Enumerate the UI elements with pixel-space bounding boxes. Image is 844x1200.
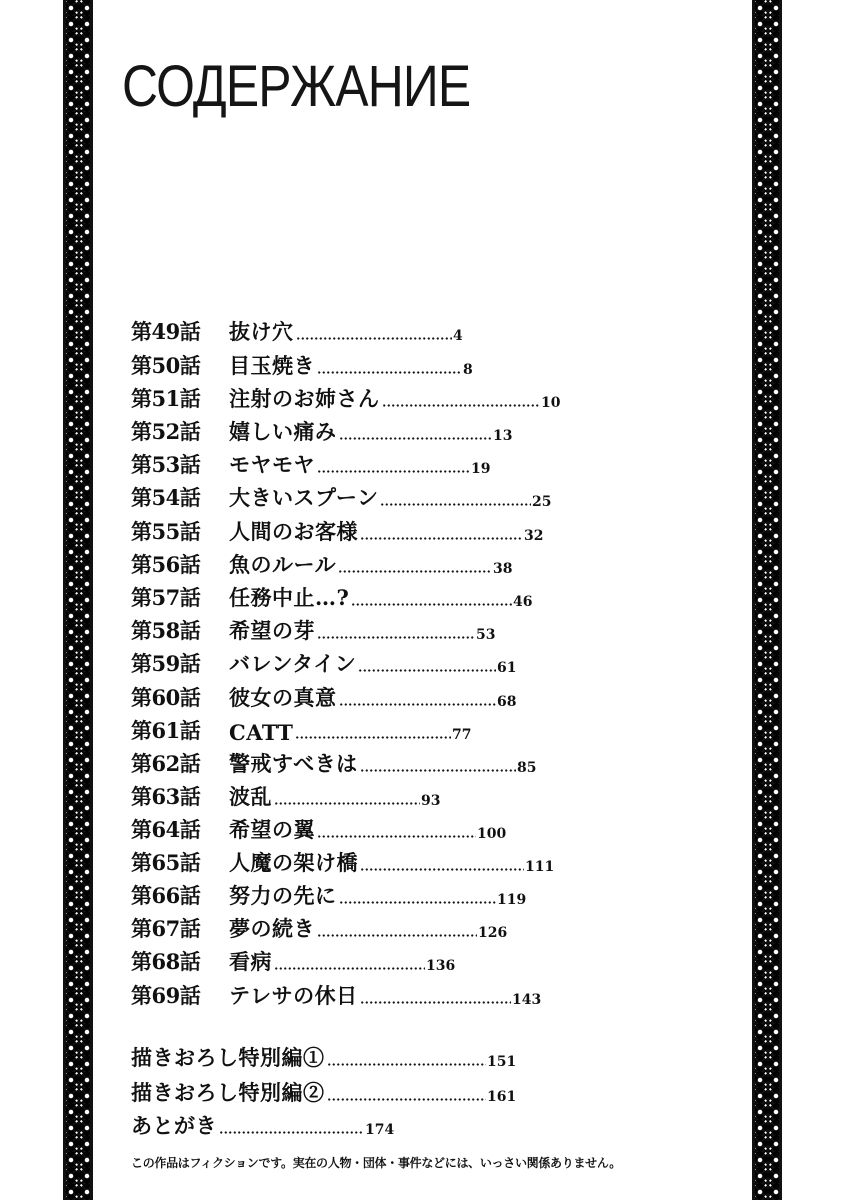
- chapter-number: 第57話: [131, 585, 201, 610]
- chapter-title: 大きいスプーン: [229, 485, 379, 510]
- leader-dots: [317, 370, 462, 375]
- chapter-number: 第69話: [131, 983, 201, 1008]
- chapter-title: 人間のお客様: [229, 519, 358, 544]
- chapter-number: 第66話: [131, 883, 201, 908]
- leader-dots: [351, 602, 512, 607]
- page-number: 126: [478, 925, 508, 941]
- page-title: СОДЕРЖАНИЕ: [122, 54, 471, 119]
- leader-dots: [339, 702, 497, 707]
- chapter-title: 努力の先に: [229, 883, 337, 908]
- toc-chapter-row: [131, 383, 560, 413]
- toc-chapter-row: [131, 946, 455, 976]
- toc-extra-row: [131, 1077, 516, 1107]
- leader-dots: [360, 536, 523, 541]
- leader-dots: [360, 867, 524, 872]
- page-number: 111: [525, 859, 555, 875]
- toc-chapter-row: [131, 350, 473, 380]
- leader-dots: [296, 336, 453, 341]
- disclaimer-text: この作品はフィクションです。実在の人物・団体・事件などには、いっさい関係ありません。: [131, 1156, 621, 1170]
- chapter-number: 第58話: [131, 618, 201, 643]
- page-number: 46: [513, 594, 533, 610]
- toc-chapter-row: [131, 516, 543, 546]
- page-number: 68: [497, 694, 517, 710]
- toc-chapter-row: [131, 316, 463, 346]
- page-number: 93: [421, 793, 441, 809]
- toc-chapter-row: [131, 482, 551, 512]
- toc-chapter-row: [131, 615, 495, 645]
- toc-chapter-row: [131, 814, 506, 844]
- leader-dots: [317, 469, 470, 474]
- page-number: 19: [471, 461, 491, 477]
- toc-chapter-row: [131, 847, 554, 877]
- chapter-number: 第63話: [131, 784, 201, 809]
- page-number: 8: [463, 362, 473, 378]
- toc-chapter-row: [131, 549, 512, 579]
- leader-dots: [360, 1000, 511, 1005]
- toc-chapter-row: [131, 648, 516, 678]
- chapter-title: 魚のルール: [229, 552, 337, 577]
- extra-title: 描きおろし特別編①: [131, 1045, 325, 1070]
- page-number: 53: [476, 627, 496, 643]
- chapter-title: 警戒すべきは: [229, 751, 358, 776]
- chapter-title: 抜け穴: [229, 319, 294, 344]
- page-number: 85: [517, 760, 537, 776]
- page-number: 77: [452, 727, 472, 743]
- chapter-number: 第55話: [131, 519, 201, 544]
- chapter-title: バレンタイン: [229, 651, 357, 676]
- chapter-title: 波乱: [229, 784, 272, 809]
- extra-title: あとがき: [131, 1113, 217, 1138]
- leader-dots: [339, 436, 493, 441]
- leader-dots: [338, 569, 492, 574]
- page-number: 10: [541, 395, 561, 411]
- toc-extra-row: [131, 1042, 516, 1072]
- toc-chapter-row: [131, 980, 541, 1010]
- leader-dots: [380, 502, 531, 507]
- chapter-number: 第65話: [131, 850, 201, 875]
- chapter-number: 第56話: [131, 552, 201, 577]
- page-number: 61: [497, 660, 517, 676]
- chapter-title: CATT: [229, 720, 294, 745]
- chapter-title: 目玉焼き: [229, 353, 315, 378]
- toc-chapter-row: [131, 682, 516, 712]
- toc-chapter-row: [131, 582, 532, 612]
- leader-dots: [317, 933, 477, 938]
- leader-dots: [274, 801, 420, 806]
- chapter-number: 第67話: [131, 916, 201, 941]
- chapter-title: 注射のお姉さん: [229, 386, 380, 411]
- leader-dots: [382, 403, 541, 408]
- chapter-title: 看病: [229, 949, 272, 974]
- page-number: 38: [493, 561, 513, 577]
- chapter-number: 第49話: [131, 319, 201, 344]
- toc-chapter-row: [131, 748, 536, 778]
- chapter-title: 人魔の架け橋: [229, 850, 358, 875]
- page-number: 136: [426, 958, 456, 974]
- leader-dots: [339, 900, 497, 905]
- chapter-number: 第53話: [131, 452, 201, 477]
- chapter-title: 彼女の真意: [229, 685, 337, 710]
- page-number: 13: [493, 428, 513, 444]
- leader-dots: [317, 635, 475, 640]
- chapter-number: 第59話: [131, 651, 201, 676]
- page-number: 25: [532, 494, 552, 510]
- chapter-title: 希望の芽: [229, 618, 315, 643]
- extra-title: 描きおろし特別編②: [131, 1080, 325, 1105]
- page-number: 32: [524, 528, 544, 544]
- page-number: 151: [487, 1054, 517, 1070]
- toc-chapter-row: [131, 715, 471, 745]
- chapter-title: モヤモヤ: [229, 452, 315, 477]
- chapter-number: 第60話: [131, 685, 201, 710]
- leader-dots: [295, 735, 451, 740]
- chapter-title: 嬉しい痛み: [229, 419, 337, 444]
- toc-chapter-row: [131, 913, 507, 943]
- chapter-number: 第68話: [131, 949, 201, 974]
- toc-chapter-row: [131, 449, 490, 479]
- toc-chapter-row: [131, 781, 440, 811]
- leader-dots: [317, 834, 476, 839]
- page-number: 174: [365, 1122, 395, 1138]
- page-number: 4: [453, 328, 463, 344]
- page-number: 100: [477, 826, 507, 842]
- chapter-title: 任務中止…?: [229, 585, 350, 610]
- toc-chapter-row: [131, 880, 526, 910]
- leader-dots: [327, 1097, 487, 1102]
- leader-dots: [274, 966, 425, 971]
- chapter-title: 希望の翼: [229, 817, 315, 842]
- toc-extra-row: [131, 1110, 394, 1140]
- chapter-number: 第61話: [131, 718, 201, 743]
- page-number: 143: [512, 992, 542, 1008]
- chapter-number: 第52話: [131, 419, 201, 444]
- leader-dots: [327, 1062, 487, 1067]
- leader-dots: [360, 768, 516, 773]
- toc-chapter-row: [131, 416, 512, 446]
- chapter-title: 夢の続き: [229, 916, 315, 941]
- chapter-number: 第62話: [131, 751, 201, 776]
- leader-dots: [358, 668, 496, 673]
- page-number: 119: [497, 892, 527, 908]
- chapter-number: 第50話: [131, 353, 201, 378]
- chapter-number: 第64話: [131, 817, 201, 842]
- page-number: 161: [487, 1089, 517, 1105]
- chapter-title: テレサの休日: [229, 983, 358, 1008]
- chapter-number: 第51話: [131, 386, 201, 411]
- leader-dots: [219, 1130, 364, 1135]
- chapter-number: 第54話: [131, 485, 201, 510]
